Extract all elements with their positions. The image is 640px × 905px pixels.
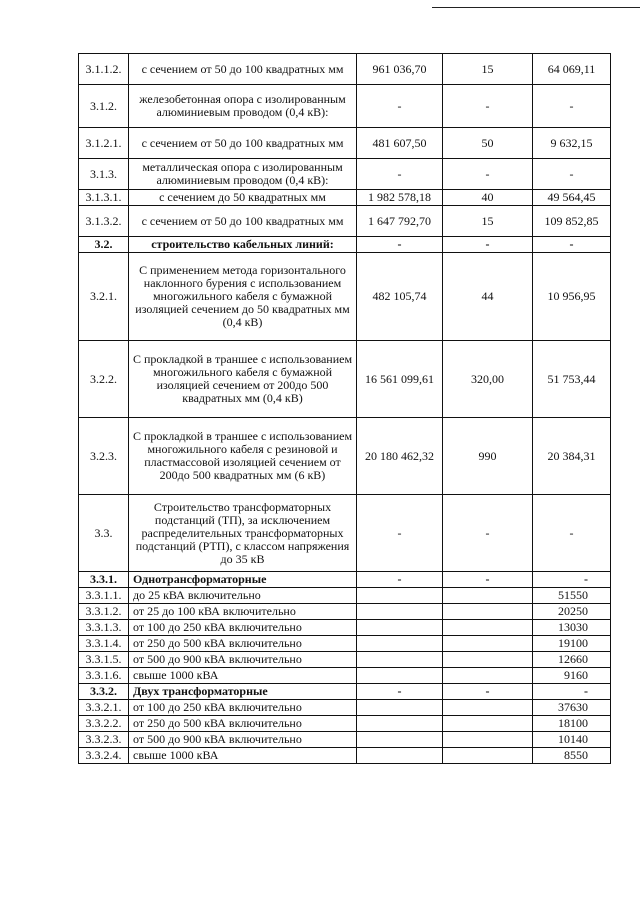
row-code: 3.3. <box>79 495 129 572</box>
row-rate: 13030 <box>533 620 611 636</box>
table-row <box>79 341 611 418</box>
row-rate: 20 384,31 <box>533 418 611 495</box>
row-cost: 16 561 099,61 <box>357 341 443 418</box>
row-description: с сечением до 50 квадратных мм <box>129 190 357 206</box>
row-code: 3.3.2.4. <box>79 748 129 764</box>
row-length <box>443 732 533 748</box>
table-row <box>79 620 611 636</box>
row-cost: - <box>357 495 443 572</box>
row-length <box>443 716 533 732</box>
row-code: 3.3.1.1. <box>79 588 129 604</box>
row-cost <box>357 604 443 620</box>
row-code: 3.3.1.3. <box>79 620 129 636</box>
row-code: 3.3.2.2. <box>79 716 129 732</box>
table-row <box>79 253 611 341</box>
row-length <box>443 652 533 668</box>
row-description: от 100 до 250 кВА включительно <box>129 620 357 636</box>
table-row <box>79 684 611 700</box>
table-row <box>79 716 611 732</box>
table-row <box>79 128 611 159</box>
row-cost: - <box>357 684 443 700</box>
row-length <box>443 588 533 604</box>
table-row <box>79 636 611 652</box>
table-row <box>79 588 611 604</box>
row-code: 3.1.3.1. <box>79 190 129 206</box>
table-row <box>79 604 611 620</box>
row-length: 15 <box>443 54 533 85</box>
row-description: от 500 до 900 кВА включительно <box>129 652 357 668</box>
row-cost <box>357 748 443 764</box>
row-code: 3.3.1. <box>79 572 129 588</box>
row-description: с сечением от 50 до 100 квадратных мм <box>129 54 357 85</box>
table-row <box>79 652 611 668</box>
row-rate: 109 852,85 <box>533 206 611 237</box>
row-cost: 481 607,50 <box>357 128 443 159</box>
row-description: с сечением от 50 до 100 квадратных мм <box>129 206 357 237</box>
row-cost: 1 647 792,70 <box>357 206 443 237</box>
row-length: 44 <box>443 253 533 341</box>
row-code: 3.1.3. <box>79 159 129 190</box>
row-length <box>443 620 533 636</box>
row-length: 15 <box>443 206 533 237</box>
row-code: 3.2.1. <box>79 253 129 341</box>
row-cost <box>357 652 443 668</box>
row-rate: - <box>533 85 611 128</box>
row-cost: - <box>357 572 443 588</box>
row-description: строительство кабельных линий: <box>129 237 357 253</box>
row-description: свыше 1000 кВА <box>129 668 357 684</box>
row-code: 3.2.3. <box>79 418 129 495</box>
row-rate: 37630 <box>533 700 611 716</box>
row-description: до 25 кВА включительно <box>129 588 357 604</box>
tariff-table <box>78 53 611 764</box>
table-row <box>79 54 611 85</box>
row-code: 3.1.3.2. <box>79 206 129 237</box>
table-row <box>79 748 611 764</box>
row-code: 3.1.2. <box>79 85 129 128</box>
row-cost <box>357 636 443 652</box>
row-length: 990 <box>443 418 533 495</box>
row-cost <box>357 732 443 748</box>
row-description: от 100 до 250 кВА включительно <box>129 700 357 716</box>
table-row <box>79 85 611 128</box>
row-length: - <box>443 237 533 253</box>
row-cost <box>357 588 443 604</box>
row-description: С прокладкой в траншее с использованием многожильного кабеля с резиновой и пластмассовой изоляцией сечением от 200до 500 квадратных мм (6 кВ) <box>129 418 357 495</box>
table-row <box>79 159 611 190</box>
row-rate: - <box>533 495 611 572</box>
row-code: 3.3.1.6. <box>79 668 129 684</box>
row-rate: 49 564,45 <box>533 190 611 206</box>
row-rate: - <box>533 684 611 700</box>
row-description: от 25 до 100 кВА включительно <box>129 604 357 620</box>
row-length <box>443 604 533 620</box>
row-code: 3.3.2.3. <box>79 732 129 748</box>
row-description: Двух трансформаторные <box>129 684 357 700</box>
row-code: 3.2. <box>79 237 129 253</box>
row-rate: 9160 <box>533 668 611 684</box>
row-description: С прокладкой в траншее с использованием многожильного кабеля с бумажной изоляцией сечением от 200до 500 квадратных мм (0,4 кВ) <box>129 341 357 418</box>
row-description: металлическая опора с изолированным алюминиевым проводом (0,4 кВ): <box>129 159 357 190</box>
row-rate: - <box>533 159 611 190</box>
row-description: с сечением от 50 до 100 квадратных мм <box>129 128 357 159</box>
row-rate: 64 069,11 <box>533 54 611 85</box>
row-cost: 961 036,70 <box>357 54 443 85</box>
row-cost: - <box>357 85 443 128</box>
row-cost <box>357 700 443 716</box>
row-rate: 8550 <box>533 748 611 764</box>
row-description: свыше 1000 кВА <box>129 748 357 764</box>
row-rate: 18100 <box>533 716 611 732</box>
row-rate: 10140 <box>533 732 611 748</box>
row-description: от 250 до 500 кВА включительно <box>129 716 357 732</box>
row-description: от 500 до 900 кВА включительно <box>129 732 357 748</box>
row-code: 3.1.1.2. <box>79 54 129 85</box>
row-rate: 51 753,44 <box>533 341 611 418</box>
row-code: 3.3.1.2. <box>79 604 129 620</box>
row-rate: 12660 <box>533 652 611 668</box>
table-row <box>79 418 611 495</box>
row-code: 3.3.2. <box>79 684 129 700</box>
row-description: железобетонная опора с изолированным алюминиевым проводом (0,4 кВ): <box>129 85 357 128</box>
table-row <box>79 237 611 253</box>
row-rate: 19100 <box>533 636 611 652</box>
row-length: - <box>443 85 533 128</box>
row-length: - <box>443 495 533 572</box>
row-length <box>443 748 533 764</box>
table-row <box>79 495 611 572</box>
row-rate: - <box>533 572 611 588</box>
table-row <box>79 572 611 588</box>
row-length: 320,00 <box>443 341 533 418</box>
row-length: 40 <box>443 190 533 206</box>
row-length <box>443 636 533 652</box>
row-length <box>443 700 533 716</box>
row-length: - <box>443 572 533 588</box>
row-rate: 9 632,15 <box>533 128 611 159</box>
row-length: 50 <box>443 128 533 159</box>
row-cost: - <box>357 159 443 190</box>
row-cost: - <box>357 237 443 253</box>
row-rate: 20250 <box>533 604 611 620</box>
row-rate: - <box>533 237 611 253</box>
row-description: от 250 до 500 кВА включительно <box>129 636 357 652</box>
table-row <box>79 668 611 684</box>
row-code: 3.3.1.5. <box>79 652 129 668</box>
table-row <box>79 206 611 237</box>
table-row <box>79 700 611 716</box>
row-cost: 482 105,74 <box>357 253 443 341</box>
row-rate: 10 956,95 <box>533 253 611 341</box>
row-code: 3.1.2.1. <box>79 128 129 159</box>
row-code: 3.3.2.1. <box>79 700 129 716</box>
row-cost <box>357 620 443 636</box>
row-length: - <box>443 159 533 190</box>
header-rule <box>432 7 640 8</box>
row-rate: 51550 <box>533 588 611 604</box>
table-row <box>79 190 611 206</box>
row-code: 3.2.2. <box>79 341 129 418</box>
row-length: - <box>443 684 533 700</box>
table-row <box>79 732 611 748</box>
row-cost: 20 180 462,32 <box>357 418 443 495</box>
row-length <box>443 668 533 684</box>
row-description: С применением метода горизонтального наклонного бурения с использованием многожильного кабеля с бумажной изоляцией сечением до 50 квадратных мм (0,4 кВ) <box>129 253 357 341</box>
row-cost: 1 982 578,18 <box>357 190 443 206</box>
row-description: Однотрансформаторные <box>129 572 357 588</box>
row-description: Строительство трансформаторных подстанций (ТП), за исключением распределительных трансформаторных подстанций (РТП), с классом напряжения до 35 кВ <box>129 495 357 572</box>
row-cost <box>357 716 443 732</box>
row-code: 3.3.1.4. <box>79 636 129 652</box>
row-cost <box>357 668 443 684</box>
